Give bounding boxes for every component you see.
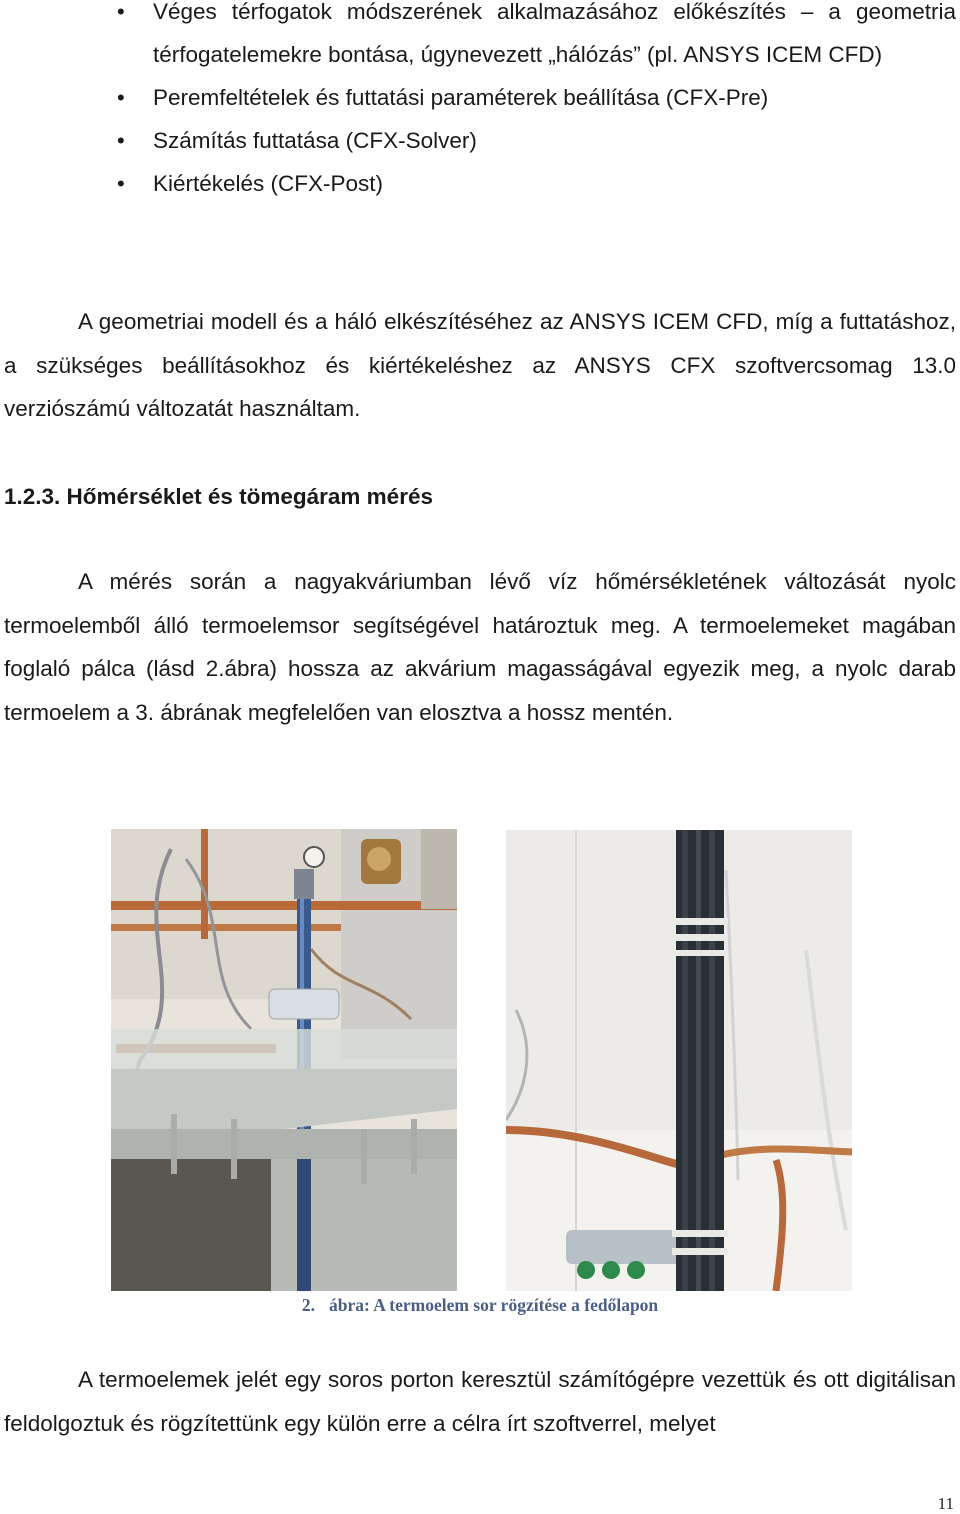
paragraph-software-text: A geometriai modell és a háló elkészítéséhez az ANSYS ICEM CFD, míg a futtatáshoz, a szükséges beállításokhoz és kiértékeléshez az ANSYS CFX szoftvercsomag 13.0 verziószámú változatát használtam. bbox=[4, 309, 956, 421]
bullet-text: Számítás futtatása (CFX-Solver) bbox=[153, 128, 477, 153]
paragraph-measurement-text: A mérés során a nagyakváriumban lévő víz hőmérsékletének változását nyolc termoelemből álló termoelemsor segítségével határoztuk meg. A termoelemeket magában foglaló pálca (lásd 2.ábra) hossza az akvárium magasságával egyezik meg, a nyolc darab termoelem a 3. ábrának megfelelően van elosztva a hossz mentén. bbox=[4, 569, 956, 725]
bullet-glyph: • bbox=[117, 85, 125, 110]
bullet-glyph: • bbox=[117, 128, 125, 153]
bullet-text: Kiértékelés (CFX-Post) bbox=[153, 171, 384, 196]
bullet-glyph: • bbox=[117, 171, 125, 196]
bullet-glyph: • bbox=[117, 0, 125, 24]
bullet-item bbox=[0, 0, 960, 76]
bullet-list bbox=[0, 0, 960, 205]
page-number: 11 bbox=[937, 1494, 954, 1513]
paragraph-measurement bbox=[4, 560, 956, 734]
photo-aquarium-thermocouple bbox=[111, 829, 457, 1291]
paragraph-data-acquisition bbox=[4, 1358, 956, 1445]
bullet-text: Peremfeltételek és futtatási paraméterek beállítása (CFX-Pre) bbox=[153, 85, 769, 110]
figure-caption-text: ábra: A termoelem sor rögzítése a fedőlapon bbox=[328, 1295, 659, 1315]
bullet-text: Véges térfogatok módszerének alkalmazásához előkészítés – a geometria térfogatelemekre bontása, úgynevezett „hálózás” (pl. ANSYS ICEM CFD) bbox=[153, 0, 956, 67]
section-heading: 1.2.3. Hőmérséklet és tömegáram mérés bbox=[4, 484, 433, 509]
photo-thermocouple-bundle bbox=[506, 830, 852, 1291]
bullet-item bbox=[0, 76, 960, 119]
bullet-item bbox=[0, 162, 960, 205]
figure-number: 2. bbox=[301, 1295, 315, 1315]
paragraph-software bbox=[4, 300, 956, 431]
bullet-item bbox=[0, 119, 960, 162]
figure-caption bbox=[0, 1293, 960, 1317]
paragraph-data-acquisition-text: A termoelemek jelét egy soros porton keresztül számítógépre vezettük és ott digitálisan feldolgoztuk és rögzítettünk egy külön erre a célra írt szoftverrel, melyet bbox=[4, 1367, 956, 1436]
